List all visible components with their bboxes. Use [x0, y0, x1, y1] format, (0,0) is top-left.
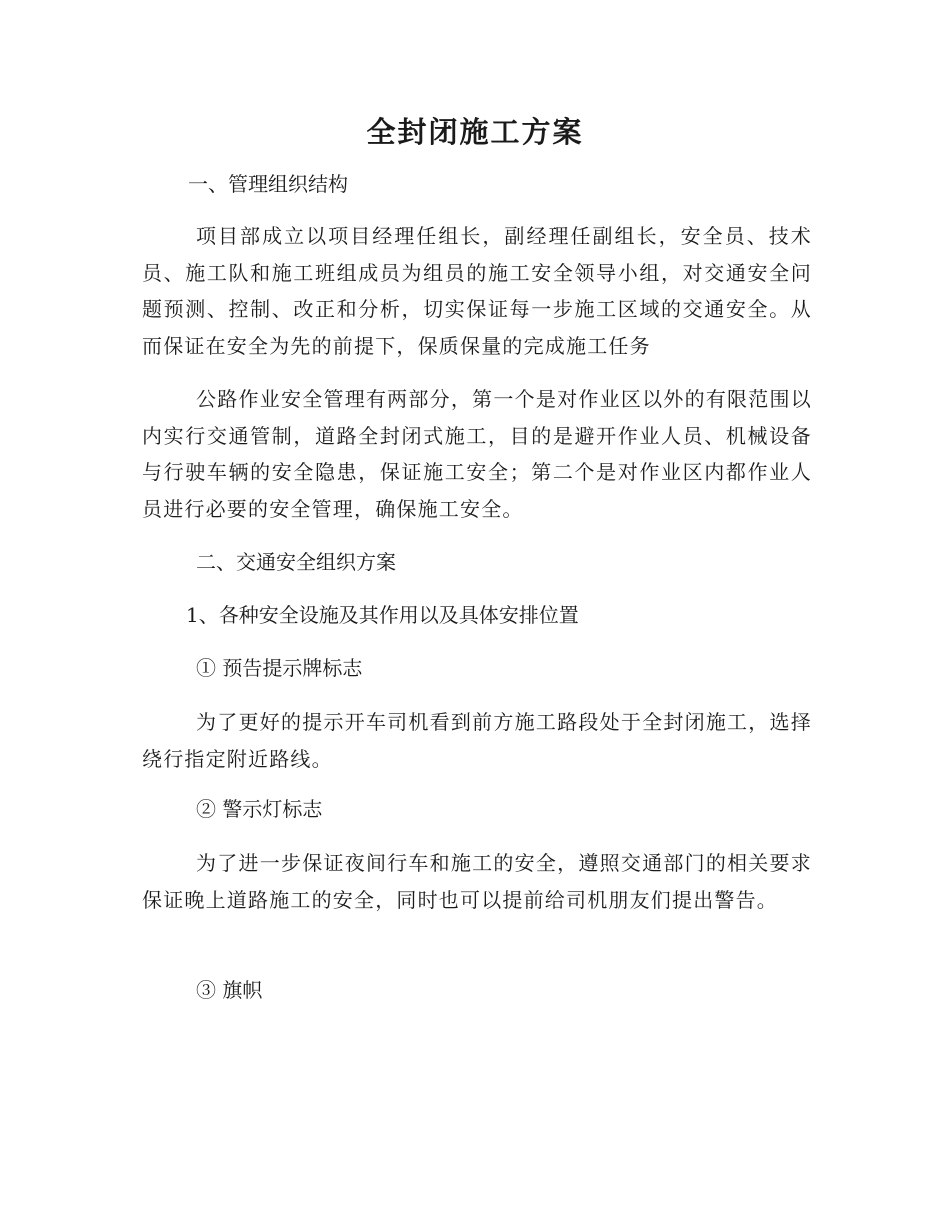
section-heading-1: 一、管理组织结构	[188, 172, 348, 196]
item-heading-warning-sign: ① 预告提示牌标志	[196, 656, 363, 680]
paragraph-safety-management: 公路作业安全管理有两部分，第一个是对作业区以外的有限范围以内实行交通管制，道路全封闭式施工，目的是避开作业人员、机械设备与行驶车辆的安全隐患，保证施工安全；第二个是对作业区内都作业人员进行必要的安全管理，确保施工安全。	[142, 387, 812, 521]
item-heading-flags: ③ 旗帜	[196, 978, 263, 1002]
paragraph-warning-sign: 为了更好的提示开车司机看到前方施工路段处于全封闭施工，选择绕行指定附近路线。	[142, 710, 812, 771]
section-heading-2: 二、交通安全组织方案	[196, 550, 396, 574]
item-heading-warning-light: ② 警示灯标志	[196, 797, 323, 821]
paragraph-organization: 项目部成立以项目经理任组长，副经理任副组长，安全员、技术员、施工队和施工班组成员为组员的施工安全领导小组，对交通安全问题预测、控制、改正和分析，切实保证每一步施工区域的交通安全。从而保证在安全为先的前提下，保质保量的完成施工任务	[142, 224, 812, 358]
page-title: 全封闭施工方案	[366, 115, 584, 149]
subsection-heading-1: 1、各种安全设施及其作用以及具体安排位置	[186, 603, 579, 627]
paragraph-warning-light: 为了进一步保证夜间行车和施工的安全，遵照交通部门的相关要求保证晚上道路施工的安全，同时也可以提前给司机朋友们提出警告。	[142, 851, 812, 912]
